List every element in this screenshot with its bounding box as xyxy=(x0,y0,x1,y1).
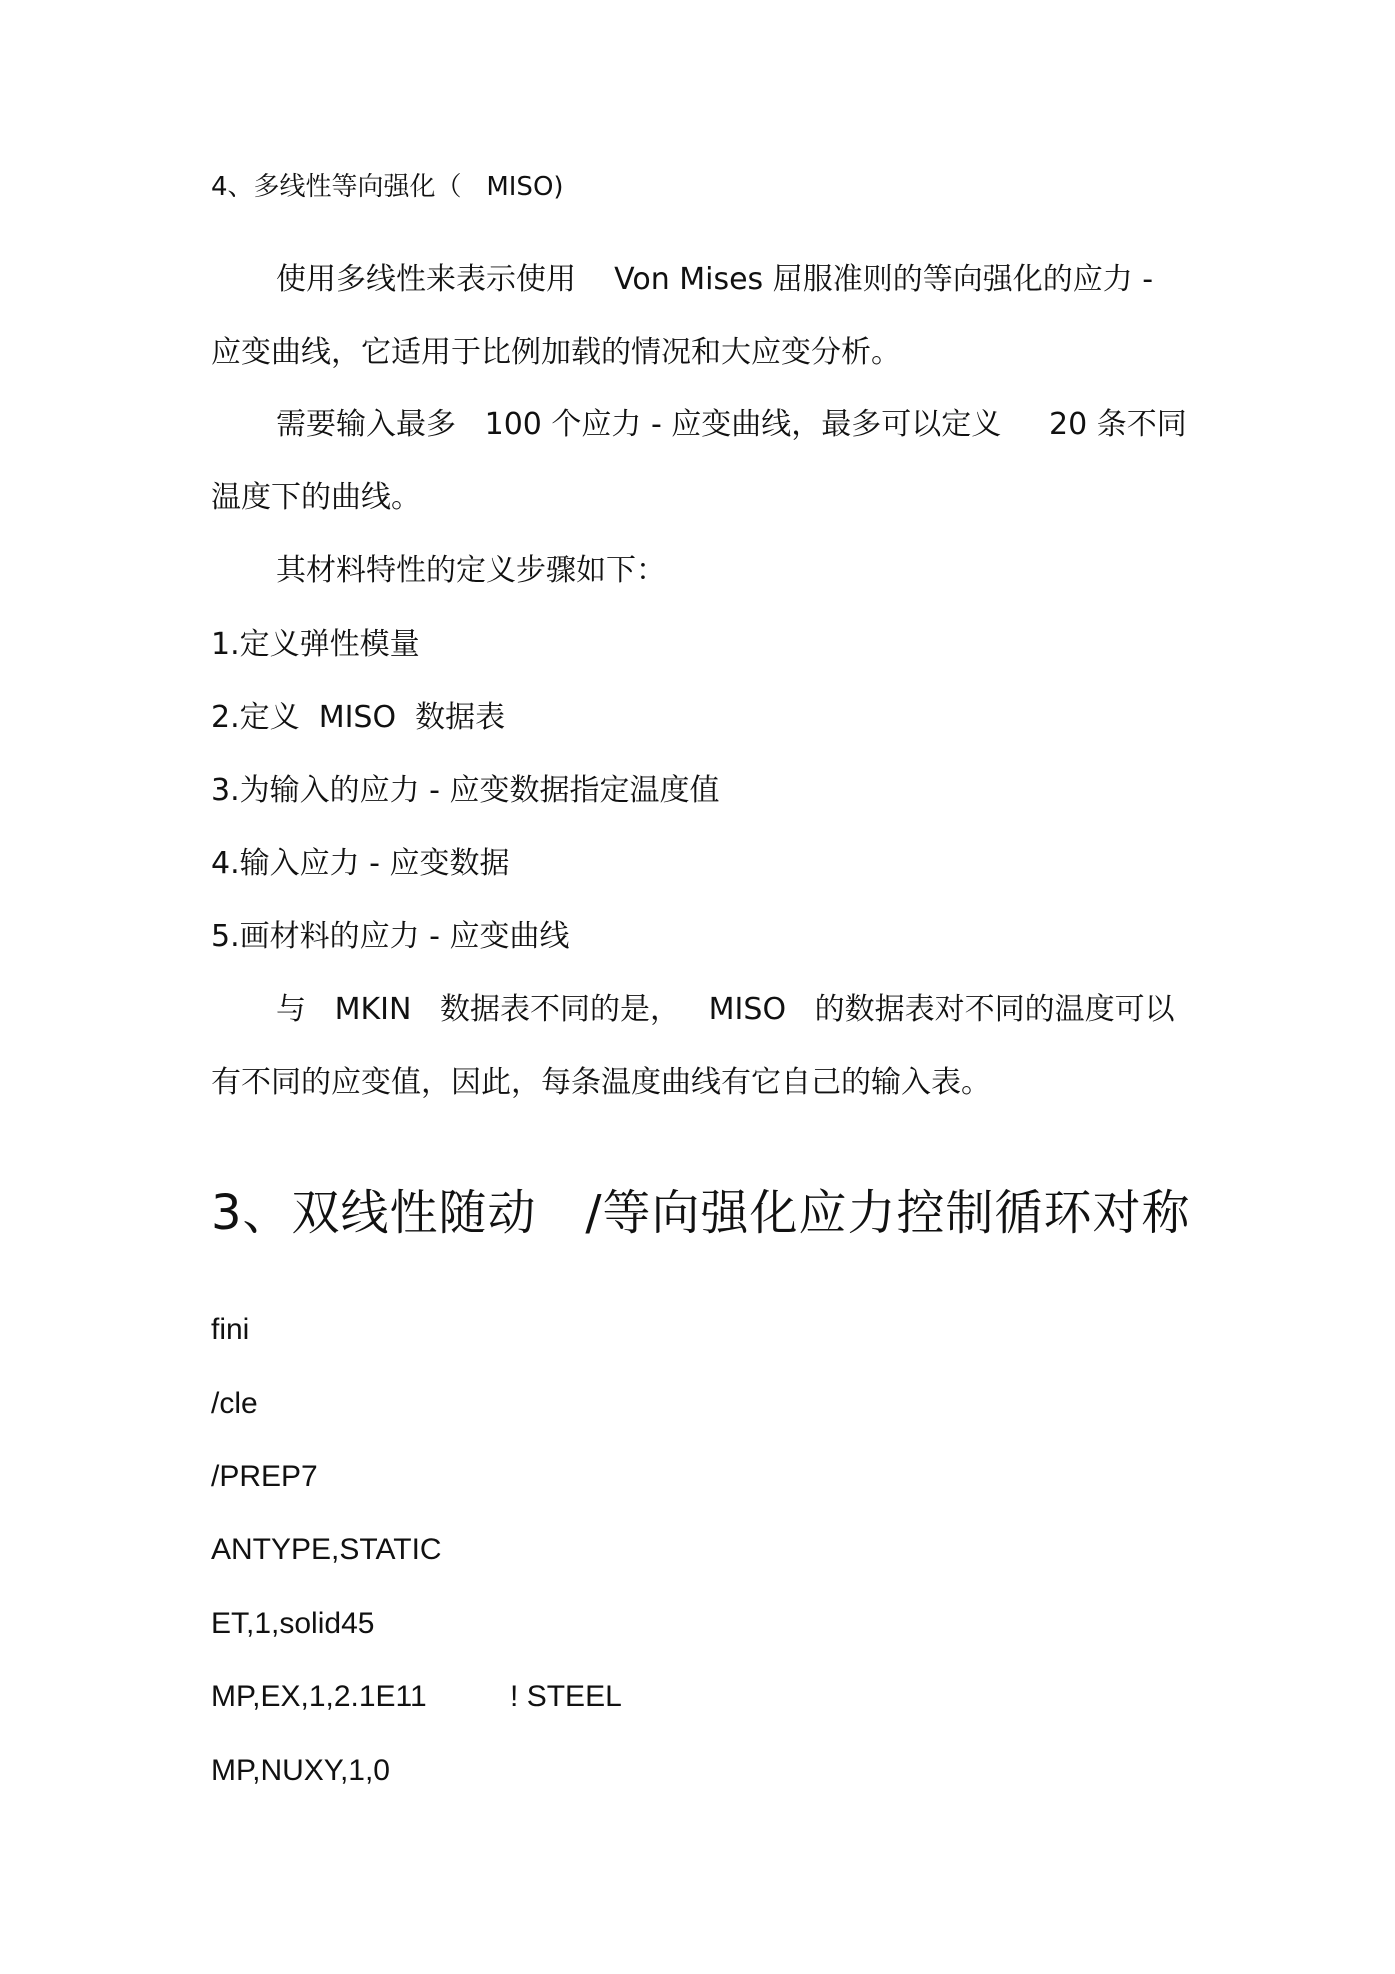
code-line-7: MP,NUXY,1,0 xyxy=(211,1754,390,1787)
code-line-5: ET,1,solid45 xyxy=(211,1607,375,1640)
paragraph-2-line-1: 需要输入最多 100 个应力 - 应变曲线，最多可以定义 20 条不同 xyxy=(276,407,1187,442)
step-item-2: 2.定义 MISO 数据表 xyxy=(211,700,506,735)
step-item-4: 4.输入应力 - 应变数据 xyxy=(211,846,510,881)
paragraph-3: 其材料特性的定义步骤如下： xyxy=(276,553,666,588)
paragraph-1-line-2: 应变曲线，它适用于比例加载的情况和大应变分析。 xyxy=(211,335,901,370)
code-line-6: MP,EX,1,2.1E11 ! STEEL xyxy=(211,1680,622,1713)
paragraph-1-line-1: 使用多线性来表示使用 Von Mises 屈服准则的等向强化的应力 - xyxy=(276,262,1154,297)
paragraph-4-line-1: 与 MKIN 数据表不同的是， MISO 的数据表对不同的温度可以 xyxy=(276,992,1175,1027)
step-item-3: 3.为输入的应力 - 应变数据指定温度值 xyxy=(211,773,720,808)
code-line-2: /cle xyxy=(211,1387,258,1420)
paragraph-4-line-2: 有不同的应变值，因此，每条温度曲线有它自己的输入表。 xyxy=(211,1065,991,1100)
code-line-1: fini xyxy=(211,1313,250,1346)
section-4-title: 4、多线性等向强化（ MISO) xyxy=(211,172,564,202)
step-item-5: 5.画材料的应力 - 应变曲线 xyxy=(211,919,570,954)
paragraph-2-line-2: 温度下的曲线。 xyxy=(211,480,421,515)
step-item-1: 1.定义弹性模量 xyxy=(211,627,420,662)
code-line-4: ANTYPE,STATIC xyxy=(211,1533,442,1566)
code-line-3: /PREP7 xyxy=(211,1460,318,1493)
section-3-title: 3、双线性随动 /等向强化应力控制循环对称 xyxy=(211,1185,1191,1241)
